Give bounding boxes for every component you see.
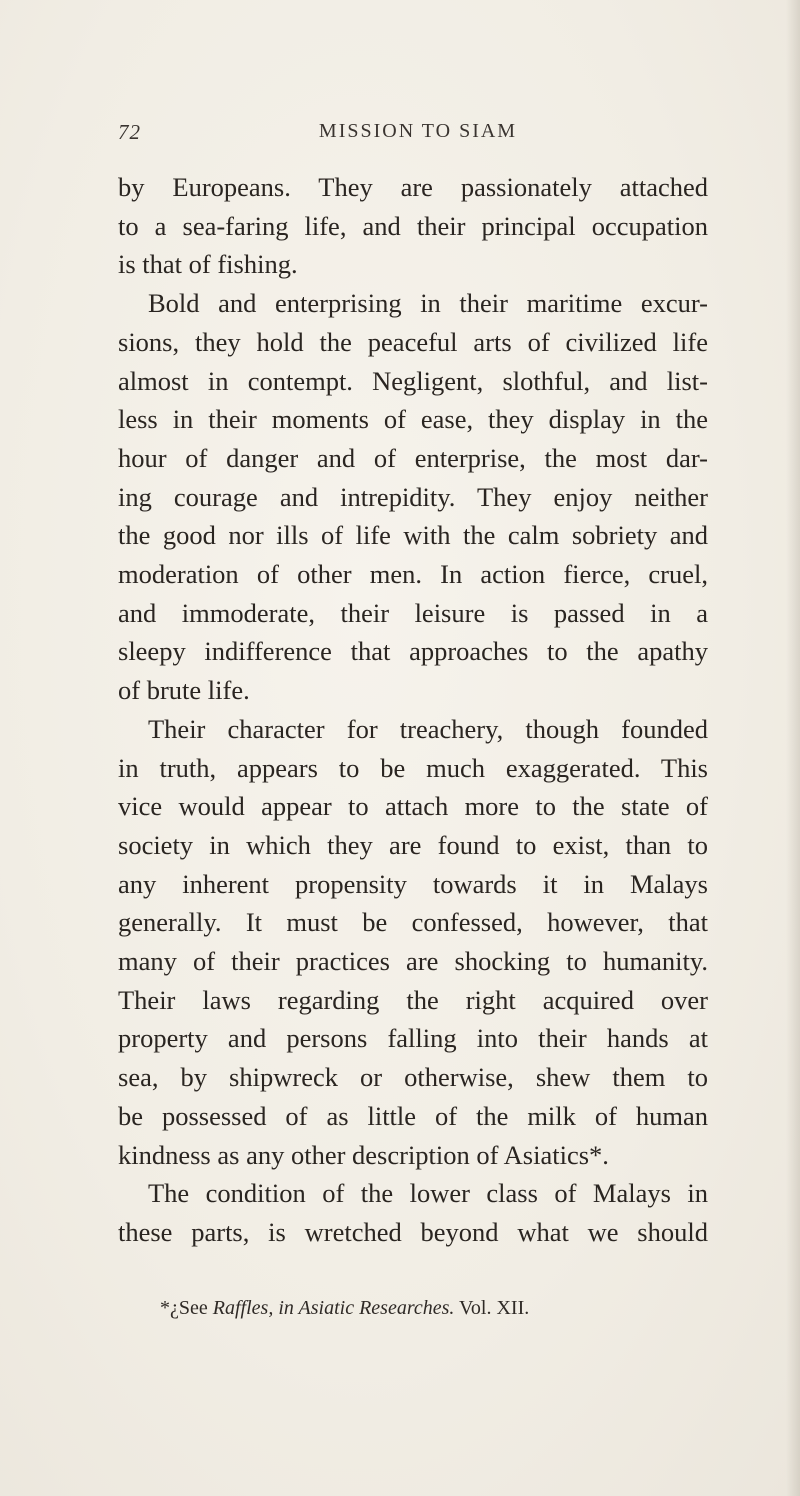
text-line: Their character for treachery, though founded: [148, 713, 708, 744]
text-line: Their laws regarding the right acquired over: [118, 984, 708, 1015]
text-line: sleepy indifference that approaches to the apathy: [118, 636, 708, 667]
text-line: ing courage and intrepidity. They enjoy neither: [118, 481, 708, 512]
text-line: generally. It must be confessed, however, that: [118, 907, 708, 938]
body-text: [118, 168, 708, 1252]
text-line: society in which they are found to exist, than to: [118, 829, 708, 860]
text-line: The condition of the lower class of Malays in: [148, 1178, 708, 1209]
text-line: be possessed of as little of the milk of human: [118, 1100, 708, 1131]
text-line: hour of danger and of enterprise, the most dar-: [118, 442, 708, 473]
text-line: in truth, appears to be much exaggerated. This: [118, 752, 708, 783]
text-line: to a sea-faring life, and their principal occupation: [118, 210, 708, 241]
text-line: is that of fishing.: [118, 249, 298, 280]
text-line: almost in contempt. Negligent, slothful, and list-: [118, 365, 708, 396]
text-line: by Europeans. They are passionately attached: [118, 172, 708, 202]
text-line: any inherent propensity towards it in Malays: [118, 868, 708, 899]
text-line: kindness as any other description of Asiatics*.: [118, 1139, 609, 1170]
text-line: and immoderate, their leisure is passed in a: [118, 597, 708, 628]
footnote-marker: *¿: [160, 1297, 179, 1319]
text-line: the good nor ills of life with the calm sobriety and: [118, 520, 708, 551]
text-line: these parts, is wretched beyond what we should: [118, 1216, 708, 1247]
footnote-see: See: [178, 1297, 208, 1319]
page-number: 72: [118, 120, 141, 144]
footnote: [160, 1297, 720, 1320]
footnote-work: in Asiatic Researches.: [278, 1297, 455, 1319]
text-line: sions, they hold the peaceful arts of civilized life: [118, 326, 708, 357]
text-line: vice would appear to attach more to the state of: [118, 791, 708, 822]
text-line: less in their moments of ease, they display in the: [118, 404, 708, 435]
footnote-author: Raffles,: [212, 1297, 274, 1319]
text-line: sea, by shipwreck or otherwise, shew them to: [118, 1062, 708, 1093]
footnote-volume: Vol. XII.: [459, 1297, 530, 1319]
running-head: [118, 120, 718, 150]
text-line: Bold and enterprising in their maritime excur-: [148, 288, 708, 319]
running-title: MISSION TO SIAM: [318, 120, 518, 142]
text-line: many of their practices are shocking to humanity.: [118, 946, 708, 977]
page-edge-shadow: [786, 0, 800, 1496]
text-line: of brute life.: [118, 675, 250, 706]
text-line: property and persons falling into their hands at: [118, 1023, 708, 1054]
text-line: moderation of other men. In action fierce, cruel,: [118, 559, 708, 590]
